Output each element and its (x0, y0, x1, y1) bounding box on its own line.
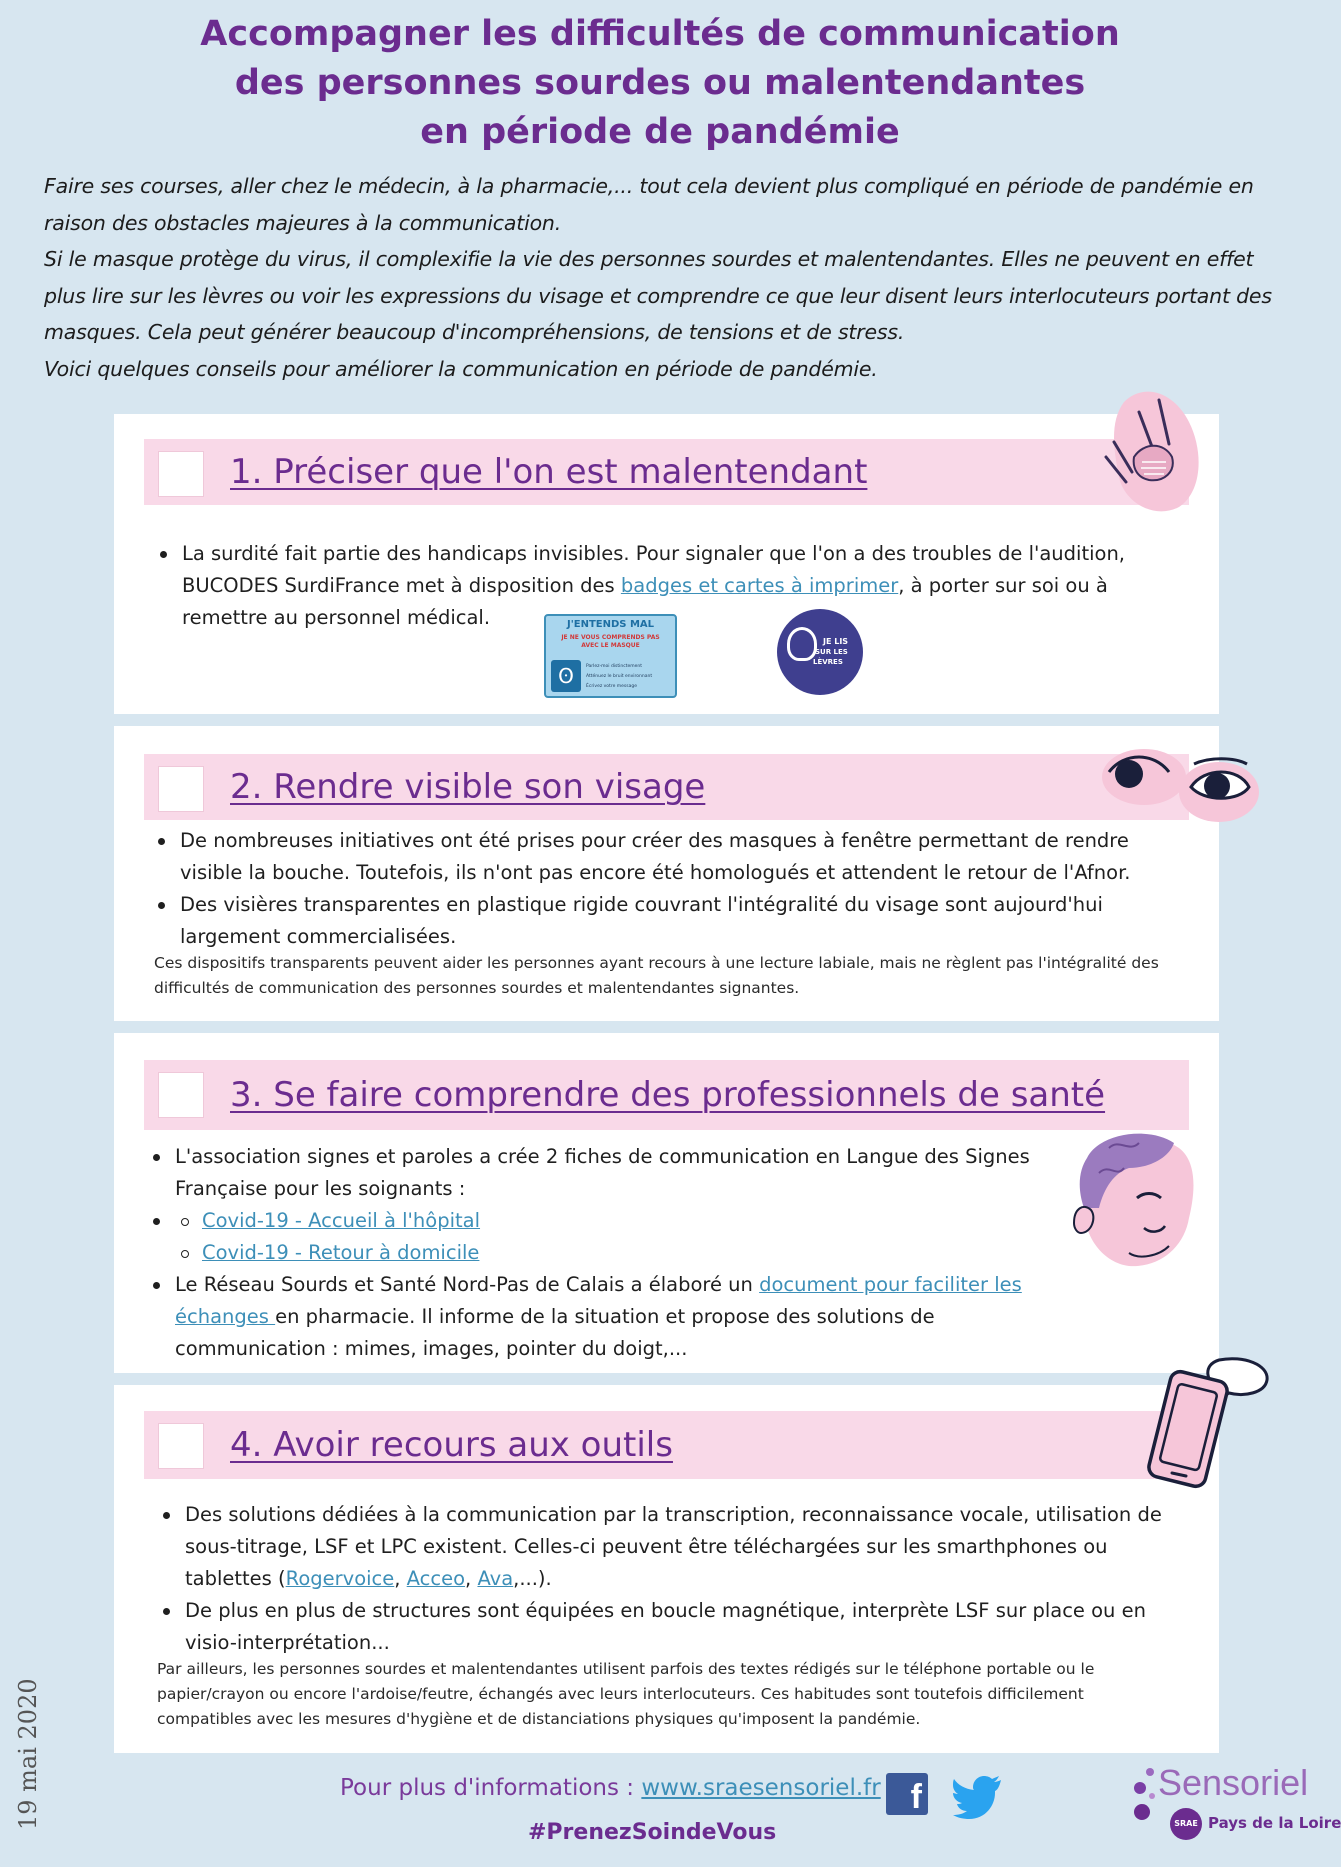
brand-region: Pays de la Loire (1208, 1814, 1341, 1832)
more-info-label: Pour plus d'informations : (340, 1775, 642, 1801)
badge-line: LÈVRES (813, 658, 843, 666)
ear-icon (787, 627, 817, 661)
document-link[interactable]: document pour faciliter les échanges (175, 1273, 1022, 1328)
section-title: 4. Avoir recours aux outils (230, 1425, 673, 1465)
bullet-text: ,...). (513, 1567, 552, 1590)
list-item (147, 1269, 1077, 1365)
bullet-text: en pharmacie. Il informe de la situation et propose des solutions de communication : mimes, images, pointer du doigt,... (175, 1305, 935, 1360)
intro-paragraph: Si le masque protège du virus, il complexifie la vie des personnes sourdes et malentendantes. Elles ne peuvent en effet plus lire sur les lèvres ou voir les expressions du visage et comprendre ce que leur disent leurs interlocuteurs portant des masques. Cela peut générer beaucoup d'incompréhensions, de tensions et de stress. (44, 247, 1272, 344)
sublist-container (147, 1205, 1077, 1269)
more-info-line (340, 1775, 881, 1801)
badge-line: JE NE VOUS COMPRENDS PAS AVEC LE MASQUE (561, 634, 660, 649)
checkbox[interactable] (158, 1423, 204, 1469)
badge-line: SUR LES (815, 648, 848, 656)
hashtag: #PrenezSoindeVous (528, 1820, 777, 1845)
phone-illustration-icon (1124, 1355, 1274, 1490)
je-lis-sur-les-levres-badge (777, 609, 863, 695)
section-4-card (114, 1385, 1219, 1753)
badge-line: Écrivez votre message (586, 684, 637, 689)
list-item: L'association signes et paroles a crée 2 fiches de communication en Langue des Signes Française pour les soignants : (147, 1141, 1077, 1205)
section-title: 3. Se faire comprendre des professionnels de santé (230, 1075, 1106, 1115)
acceo-link[interactable]: Acceo (406, 1567, 466, 1590)
section-header-band (144, 439, 1189, 505)
list-item (175, 1205, 1077, 1237)
list-item: Des visières transparentes en plastique rigide couvrant l'intégralité du visage sont aujourd'hui largement commercialisées. (152, 889, 1197, 953)
bullet-list (157, 1499, 1197, 1659)
section-note: Par ailleurs, les personnes sourdes et malentendantes utilisent parfois des textes rédigés sur le téléphone portable ou le papier/crayon ou encore l'ardoise/feutre, échangés avec leurs interlocuteurs. Ces habitudes sont toutefois difficilement compatibles avec les mesures d'hygiène et de distanciations physiques qu'imposent la pandémie. (157, 1660, 1095, 1728)
checkbox[interactable] (158, 766, 204, 812)
jentends-mal-badge-image (544, 614, 677, 698)
section-header-band (144, 1060, 1189, 1130)
intro-text (44, 168, 1280, 387)
section-title: 2. Rendre visible son visage (230, 767, 706, 807)
facebook-icon[interactable]: f (886, 1773, 928, 1815)
section-title: 1. Préciser que l'on est malentendant (230, 452, 868, 492)
list-item: Des solutions dédiées à la communication par la transcription, reconnaissance vocale, utilisation de sous-titrage, LSF et LPC existent. Celles-ci peuvent être téléchargées sur les smarthphones ou tablettes (Rogervoice, Acceo, Ava,...). (157, 1499, 1197, 1595)
hand-illustration-icon (1094, 382, 1206, 522)
section-1-card (114, 414, 1219, 714)
srae-badge (1170, 1808, 1202, 1840)
section-3-card (114, 1033, 1219, 1373)
title-line: des personnes sourdes ou malentendantes (234, 63, 1086, 103)
badge-line: Atténuez le bruit environnant (586, 674, 653, 679)
logo-dots-icon (1130, 1766, 1160, 1826)
title-line: en période de pandémie (420, 112, 900, 152)
ear-icon: ʘ (551, 660, 581, 692)
intro-paragraph: Voici quelques conseils pour améliorer la communication en période de pandémie. (44, 356, 878, 381)
sub-list (175, 1205, 1077, 1269)
face-illustration-icon (1069, 1128, 1209, 1273)
section-note: Ces dispositifs transparents peuvent aider les personnes ayant recours à une lecture labiale, mais ne règlent pas l'intégralité des difficultés de communication des personnes sourdes et malentendantes signantes. (154, 954, 1159, 997)
date-label: 19 mai 2020 (14, 1678, 42, 1830)
brand-name: Sensoriel (1158, 1762, 1309, 1803)
section-2-card (114, 726, 1219, 1021)
section-header-band (144, 754, 1189, 820)
bullet-text: , à porter sur soi ou à remettre au personnel médical. (182, 574, 1108, 629)
page-title (0, 10, 1320, 157)
twitter-icon[interactable] (953, 1774, 1003, 1816)
rogervoice-link[interactable]: Rogervoice (285, 1567, 395, 1590)
badges-link[interactable]: badges et cartes à imprimer (620, 574, 899, 597)
bullet-list (147, 1141, 1077, 1365)
checkbox[interactable] (158, 451, 204, 497)
intro-paragraph: Faire ses courses, aller chez le médecin, à la pharmacie,... tout cela devient plus compliqué en période de pandémie en raison des obstacles majeures à la communication. (44, 174, 1254, 235)
covid-retour-link[interactable]: Covid-19 - Retour à domicile (202, 1241, 480, 1264)
badge-line: J'ENTENDS MAL (566, 619, 655, 630)
covid-accueil-link[interactable]: Covid-19 - Accueil à l'hôpital (202, 1209, 481, 1232)
bullet-text: La surdité fait partie des handicaps invisibles. Pour signaler que l'on a des troubles de l'audition, BUCODES SurdiFrance met à disposition des (182, 542, 1126, 597)
list-item: De plus en plus de structures sont équipées en boucle magnétique, interprète LSF sur place ou en visio-interprétation... (157, 1595, 1197, 1659)
bullet-text: Des solutions dédiées à la communication par la transcription, reconnaissance vocale, utilisation de sous-titrage, LSF et LPC existent. Celles-ci peuvent être téléchargées sur les smarthphones ou tablettes ( (185, 1503, 1162, 1590)
list-item (175, 1237, 1077, 1269)
bullet-text: Le Réseau Sourds et Santé Nord-Pas de Calais a élaboré un (175, 1273, 760, 1296)
title-line: Accompagner les difficultés de communication (200, 14, 1120, 54)
badge-line: Parlez-moi distinctement (586, 664, 643, 669)
checkbox[interactable] (158, 1072, 204, 1118)
srae-badge-label: SRAE (1174, 1819, 1198, 1828)
website-link[interactable]: www.sraesensoriel.fr (641, 1775, 881, 1801)
sensoriel-logo (1130, 1762, 1341, 1852)
list-item: De nombreuses initiatives ont été prises pour créer des masques à fenêtre permettant de rendre visible la bouche. Toutefois, ils n'ont pas encore été homologués et attendent le retour de l'Afnor. (152, 825, 1197, 889)
badge-line: JE LIS (823, 637, 849, 646)
ava-link[interactable]: Ava (477, 1567, 514, 1590)
eyes-illustration-icon (1099, 742, 1259, 842)
bullet-list (152, 825, 1197, 953)
section-header-band (144, 1411, 1189, 1479)
